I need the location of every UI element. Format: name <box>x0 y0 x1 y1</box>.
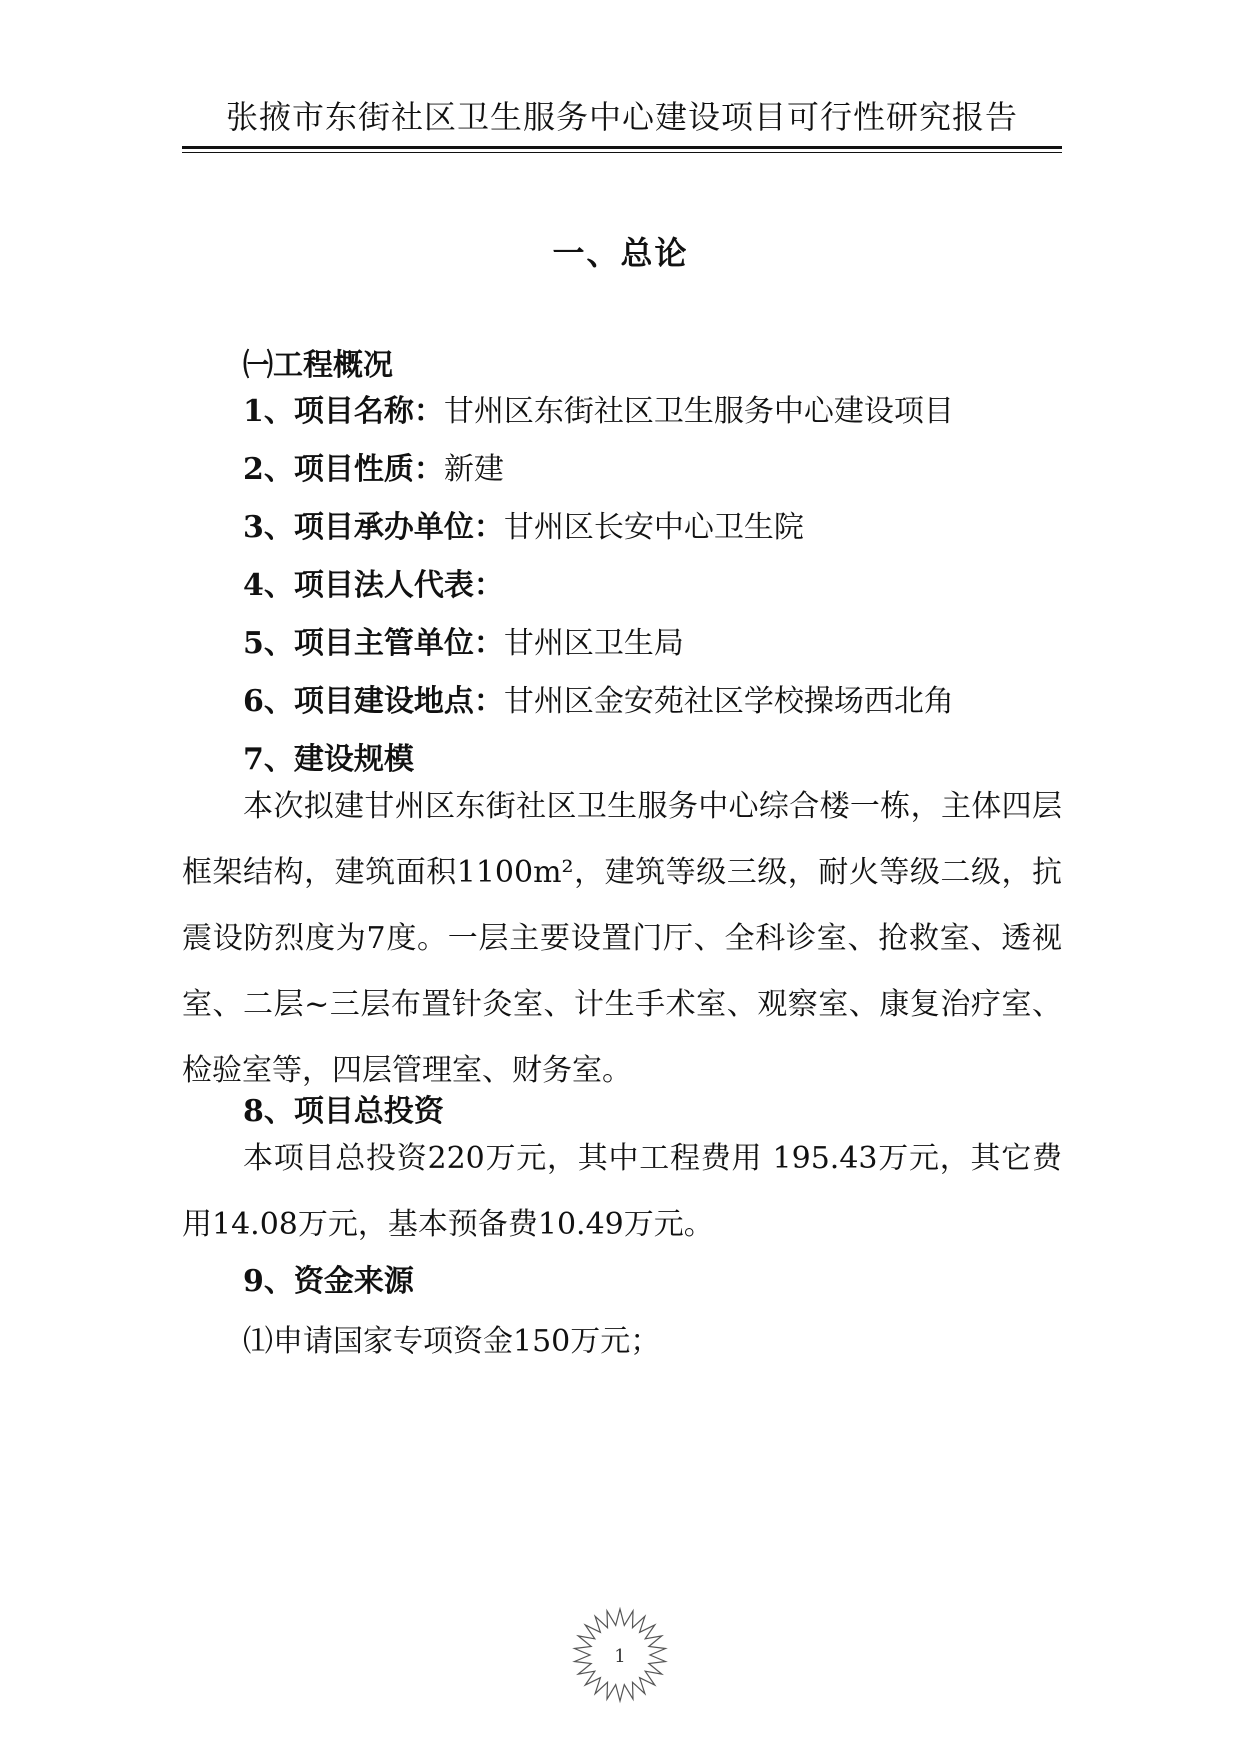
investment-heading <box>243 1086 444 1130</box>
item-label: 2、项目性质： <box>243 452 444 487</box>
item-label: 1、项目名称： <box>243 394 444 429</box>
page-number: 1 <box>614 1646 626 1667</box>
item-value: 甘州区金安苑社区学校操场西北角 <box>503 684 954 719</box>
funding-heading <box>243 1256 414 1300</box>
item-label: 5、项目主管单位： <box>243 626 504 661</box>
chapter-title: 一、总论 <box>552 234 689 272</box>
item-value: 新建 <box>443 452 504 487</box>
section-title: ㈠工程概况 <box>243 348 393 383</box>
funding-item-1: ⑴申请国家专项资金150万元； <box>243 1324 661 1359</box>
page-header-title: 张掖市东街社区卫生服务中心建设项目可行性研究报告 <box>225 98 1018 136</box>
item-value: 甘州区卫生局 <box>503 626 684 661</box>
item-undertaking-unit <box>243 502 804 546</box>
investment-paragraph: 本项目总投资220万元，其中工程费用 195.43万元，其它费用14.08万元，基本预备费10.49万元。 <box>182 1141 1062 1242</box>
scale-heading-text: 7、建设规模 <box>243 742 414 777</box>
item-project-name <box>243 386 954 430</box>
item-construction-site <box>243 676 954 720</box>
header-rule-thin <box>182 152 1062 153</box>
scale-paragraph: 本次拟建甘州区东街社区卫生服务中心综合楼一栋，主体四层框架结构，建筑面积1100m²，建筑等级三级，耐火等级二级，抗震设防烈度为7度。一层主要设置门厅、全科诊室、抢救室、透视室、二层~三层布置针灸室、计生手术室、观察室、康复治疗室、检验室等，四层管理室、财务室。 <box>182 789 1062 1088</box>
starburst-icon <box>570 1605 670 1705</box>
item-legal-representative <box>243 560 504 604</box>
header-rule-thick <box>182 146 1062 149</box>
page-number-badge <box>570 1605 670 1705</box>
item-label: 6、项目建设地点： <box>243 684 504 719</box>
scale-heading <box>243 734 414 778</box>
item-value: 甘州区长安中心卫生院 <box>503 510 804 545</box>
investment-heading-text: 8、项目总投资 <box>243 1094 444 1129</box>
item-competent-unit <box>243 618 684 662</box>
funding-heading-text: 9、资金来源 <box>243 1264 414 1299</box>
item-project-nature <box>243 444 504 488</box>
item-label: 4、项目法人代表： <box>243 568 504 603</box>
item-value: 甘州区东街社区卫生服务中心建设项目 <box>443 394 954 429</box>
item-label: 3、项目承办单位： <box>243 510 504 545</box>
